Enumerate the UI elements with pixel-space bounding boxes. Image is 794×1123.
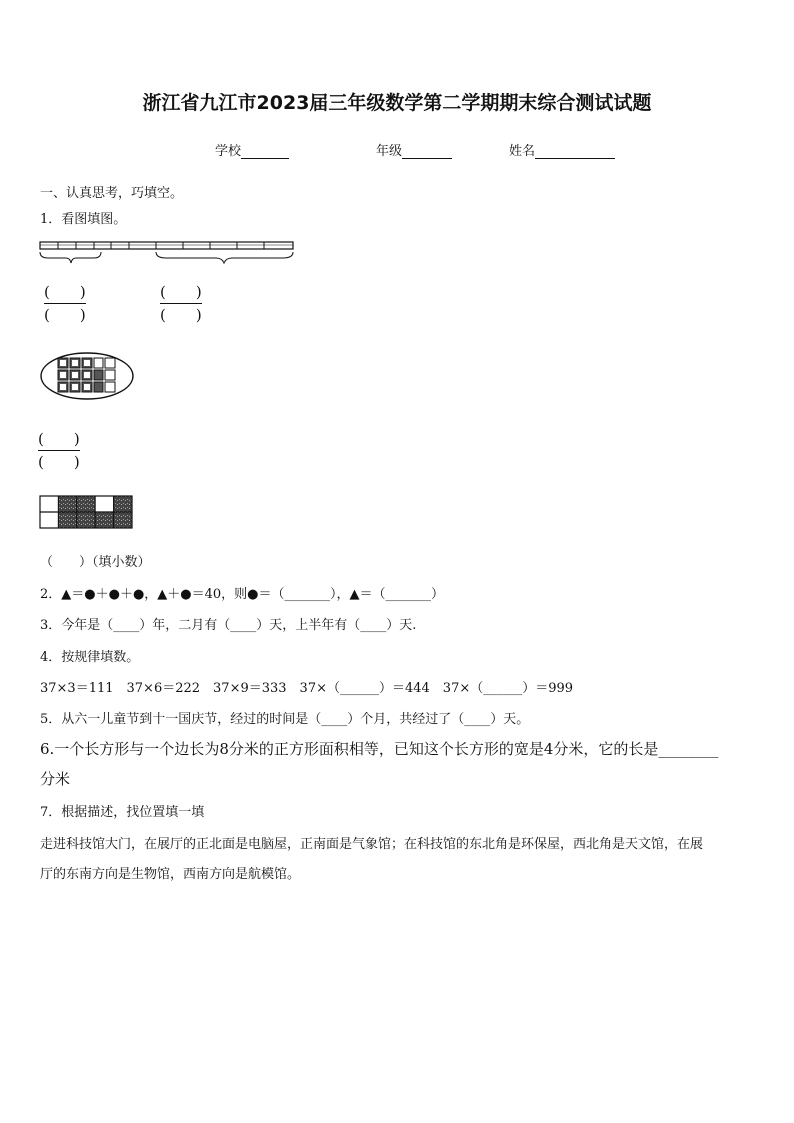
q1-label: 1．看图填图。 <box>40 212 127 227</box>
q4-sequence: 37×3＝111 37×6＝222 37×9＝333 37×（______）＝444 37×（______）＝999 <box>40 681 574 696</box>
section-heading: 一、认真思考，巧填空。 <box>40 186 184 201</box>
grid-cell <box>40 496 58 512</box>
decimal-blank-line: （ ）（填小数） <box>40 555 151 570</box>
q2-text: 2．▲＝●＋●＋●，▲＋●＝40，则●＝（_______），▲＝（_______） <box>40 587 445 602</box>
numerator-blank[interactable]: ( ) <box>44 283 86 301</box>
page-title: 浙江省九江市2023届三年级数学第二学期期末综合测试试题 <box>142 92 652 114</box>
ellipse-squares-figure <box>38 350 138 402</box>
name-blank[interactable] <box>535 144 615 159</box>
numerator-blank[interactable]: ( ) <box>38 430 80 448</box>
grade-label: 年级 <box>376 144 403 159</box>
shaded-grid-figure <box>38 494 138 530</box>
fraction-blank-3[interactable] <box>38 428 80 473</box>
grid-cell <box>40 512 58 528</box>
grid-cell <box>58 496 76 512</box>
grid-cell <box>77 512 95 528</box>
grid-cell <box>58 512 76 528</box>
q7-label: 7．根据描述，找位置填一填 <box>40 805 205 820</box>
q6-line1: 6.一个长方形与一个边长为8分米的正方形面积相等，已知这个长方形的宽是4分米，它的长是________ <box>40 740 719 758</box>
denominator-blank[interactable]: ( ) <box>160 303 202 326</box>
grid-cell <box>114 512 132 528</box>
school-blank[interactable] <box>241 144 289 159</box>
grid-cell <box>95 496 113 512</box>
grade-field <box>376 140 452 159</box>
grid-cell <box>77 496 95 512</box>
q7-line1: 走进科技馆大门，在展厅的正北面是电脑屋，正南面是气象馆；在科技馆的东北角是环保屋，西北角是天文馆，在展 <box>40 837 704 852</box>
fraction-blank-2[interactable] <box>160 281 202 326</box>
school-label: 学校 <box>215 144 242 159</box>
q7-line2: 厅的东南方向是生物馆，西南方向是航模馆。 <box>40 867 301 882</box>
school-field <box>215 140 289 159</box>
denominator-blank[interactable]: ( ) <box>44 303 86 326</box>
grade-blank[interactable] <box>402 144 452 159</box>
fraction-blank-1[interactable] <box>44 281 86 326</box>
denominator-blank[interactable]: ( ) <box>38 450 80 473</box>
q4-label: 4．按规律填数。 <box>40 650 140 665</box>
grid-cell <box>95 512 113 528</box>
q3-text: 3．今年是（____）年，二月有（____）天，上半年有（____）天. <box>40 618 417 633</box>
q5-text: 5．从六一儿童节到十一国庆节，经过的时间是（____）个月，共经过了（____）天。 <box>40 712 530 727</box>
numerator-blank[interactable]: ( ) <box>160 283 202 301</box>
grid-cell <box>114 496 132 512</box>
name-field <box>509 140 615 159</box>
segmented-strip-figure <box>38 236 298 270</box>
q6-line2: 分米 <box>40 770 71 788</box>
name-label: 姓名 <box>509 144 536 159</box>
